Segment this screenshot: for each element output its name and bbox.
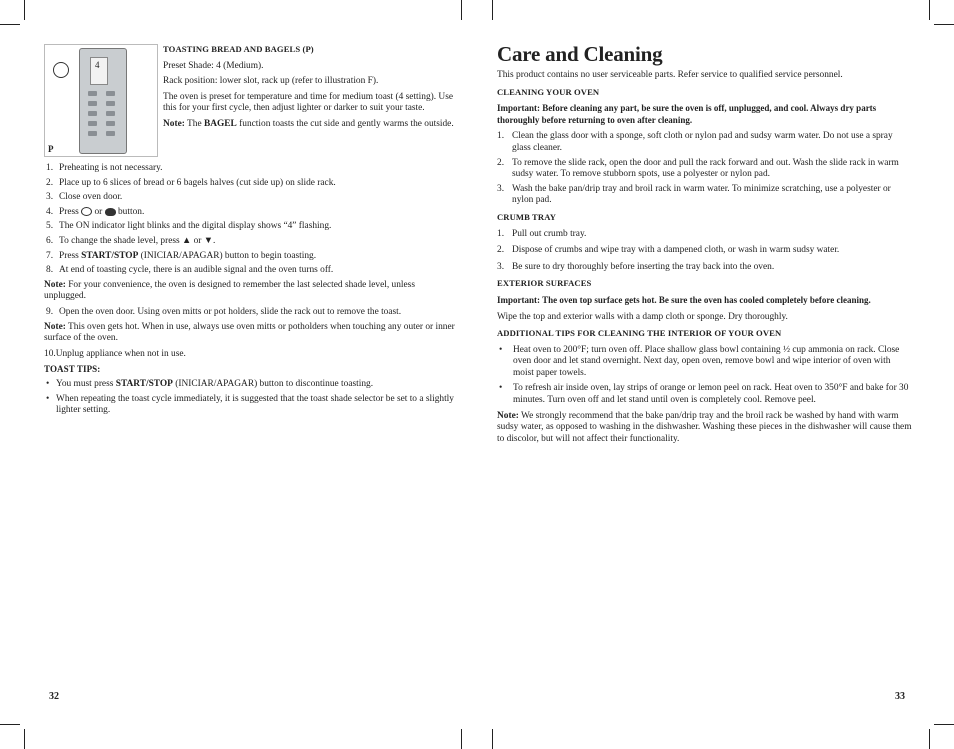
figure-label: P — [48, 144, 54, 154]
step-text: Preheating is not necessary. — [59, 163, 163, 173]
control-panel-illustration — [44, 44, 158, 157]
bagel-label: BAGEL — [203, 118, 237, 129]
step-text: Pull out crumb tray. — [512, 228, 587, 239]
note-text: function toasts the cut side and gently warms the outside. — [236, 118, 454, 129]
tip-item — [44, 394, 456, 417]
crop-mark — [929, 729, 930, 749]
note-label: Note: — [163, 118, 185, 129]
crop-mark — [461, 0, 462, 20]
tip-text-part: (INICIAR/APAGAR) button to discontinue toasting. — [172, 378, 374, 389]
step-number: 3. — [497, 261, 505, 272]
page-number-left: 32 — [49, 691, 59, 702]
cleaning-step — [497, 131, 913, 154]
bullet: • — [46, 393, 50, 404]
important-note: Important: Before cleaning any part, be sure the oven is off, unplugged, and cool. Always dry parts thoroughly before returning to oven after cleaning. — [497, 103, 877, 125]
bullet: • — [499, 344, 503, 355]
display-digit: 4 — [95, 60, 100, 70]
crop-mark — [24, 0, 25, 20]
step-text-part: Press — [59, 250, 82, 261]
crop-mark — [0, 24, 20, 25]
toast-button-highlight-icon — [53, 62, 69, 78]
step-text: Close oven door. — [59, 192, 123, 203]
tip-item — [44, 379, 456, 391]
bagel-icon — [105, 208, 116, 216]
panel-button — [106, 121, 115, 126]
crop-mark — [492, 0, 493, 20]
panel-button — [88, 131, 97, 136]
step-text — [59, 251, 456, 263]
step-item — [44, 207, 456, 219]
tip-text-part: You must press — [56, 378, 116, 389]
exterior-text: Wipe the top and exterior walls with a damp cloth or sponge. Dry thoroughly. — [497, 311, 788, 322]
tip-text — [56, 379, 456, 391]
exterior-heading: EXTERIOR SURFACES — [497, 278, 592, 289]
cleaning-step — [497, 184, 913, 207]
toast-tips-heading: TOAST TIPS: — [44, 364, 101, 375]
step-number: 1. — [497, 228, 505, 239]
step-number: 1. — [497, 131, 505, 142]
step-number: 8. — [46, 265, 54, 276]
step-item — [44, 192, 456, 204]
toasting-heading: TOASTING BREAD AND BAGELS (P) — [163, 44, 314, 54]
start-stop-label: START/STOP — [81, 250, 139, 261]
step-item — [44, 163, 456, 175]
crop-mark — [0, 724, 20, 725]
crop-mark — [929, 0, 930, 20]
crop-mark — [461, 729, 462, 749]
intro-text: This product contains no user serviceable parts. Refer service to qualified service personnel. — [497, 70, 843, 80]
digital-display — [90, 57, 108, 85]
tip-item — [497, 345, 913, 380]
hot-note — [44, 322, 456, 345]
step-item — [44, 251, 456, 263]
tip-text: Heat oven to 200°F; turn oven off. Place shallow glass bowl containing ½ cup ammonia on rack. Close oven door and let stand overnight. Next day, open oven, remove bowl and wipe interior of oven with moist paper towels. — [513, 344, 900, 378]
panel-button — [88, 101, 97, 106]
panel-button — [88, 91, 97, 96]
bagel-note — [163, 119, 455, 131]
note-text: We strongly recommend that the bake pan/drip tray and the broil rack be washed by hand with warm sudsy water, as opposed to washing in the dishwasher. Washing these pieces in the dishwasher will cause them to discolor, but will not affect their functionality. — [497, 410, 912, 444]
step-text: Wash the bake pan/drip tray and broil rack in warm water. To minimize scratching, use a polyester or nylon pad. — [512, 183, 891, 206]
step-text: To remove the slide rack, open the door and pull the rack forward and out. Wash the slide rack in warm sudsy water. To remove stubborn spots, use a polyester or nylon pad. — [512, 157, 899, 180]
tip-item — [497, 383, 913, 406]
panel-button — [88, 121, 97, 126]
cleaning-step — [497, 158, 913, 181]
crop-mark — [24, 729, 25, 749]
bullet: • — [499, 383, 503, 394]
important-note: Important: The oven top surface gets hot. Be sure the oven has cooled completely before cleaning. — [497, 294, 871, 305]
memory-note — [44, 280, 456, 303]
start-stop-label: START/STOP — [115, 378, 173, 389]
step-text: To change the shade level, press ▲ or ▼. — [59, 235, 216, 246]
step-item — [44, 178, 456, 190]
left-page-steps — [44, 163, 456, 421]
oven-control-panel — [79, 48, 127, 154]
page-title: Care and Cleaning — [497, 42, 663, 66]
step-text: Be sure to dry thoroughly before inserting the tray back into the oven. — [512, 261, 775, 272]
note-text: This oven gets hot. When in use, always use oven mitts or potholders when touching any outer or inner surface of the oven. — [44, 321, 455, 344]
care-and-cleaning-page — [497, 42, 913, 449]
step-item — [44, 265, 456, 277]
step-number: 3. — [46, 192, 54, 203]
step-text-part: Press — [59, 206, 82, 217]
panel-button — [106, 111, 115, 116]
step-number: 6. — [46, 235, 54, 246]
step-item — [44, 236, 456, 248]
step-item — [44, 307, 456, 319]
page-number-right: 33 — [895, 691, 905, 702]
step-text: Dispose of crumbs and wipe tray with a dampened cloth, or wash in warm sudsy water. — [512, 245, 840, 256]
panel-button — [106, 101, 115, 106]
step-number: 7. — [46, 250, 54, 261]
dishwasher-note — [497, 411, 913, 446]
step-text: At end of toasting cycle, there is an audible signal and the oven turns off. — [59, 265, 334, 276]
note-label: Note: — [44, 321, 66, 332]
step-number: 9. — [46, 306, 54, 317]
toast-icon — [81, 207, 92, 216]
step-number: 2. — [497, 157, 505, 168]
crumb-tray-heading: CRUMB TRAY — [497, 211, 557, 222]
step-text: Clean the glass door with a sponge, soft cloth or nylon pad and sudsy warm water. Do not use a spray glass cleaner. — [512, 131, 893, 153]
crumb-step — [497, 245, 913, 257]
toasting-body: The oven is preset for temperature and time for medium toast (4 setting). Use this for your first cycle, then adjust lighter or darker to suit your taste. — [163, 91, 454, 114]
tip-text: To refresh air inside oven, lay strips of orange or lemon peel on rack. Heat oven to 350°F and bake for 30 minutes. Turn oven off and let stand until oven is completely cool. Remove peel. — [513, 383, 909, 406]
step-text-part: (INICIAR/APAGAR) button to begin toasting. — [138, 250, 317, 261]
crop-mark — [934, 724, 954, 725]
panel-button — [106, 131, 115, 136]
additional-tips-heading: ADDITIONAL TIPS FOR CLEANING THE INTERIOR OF YOUR OVEN — [497, 328, 782, 339]
toasting-section — [163, 44, 455, 135]
note-label: Note: — [497, 410, 519, 421]
step-number: 4. — [46, 206, 54, 217]
panel-button — [106, 91, 115, 96]
step-number: 2. — [497, 245, 505, 256]
bullet: • — [46, 378, 50, 389]
step-text: Open the oven door. Using oven mitts or pot holders, slide the rack out to remove the toast. — [59, 306, 402, 317]
panel-button — [88, 111, 97, 116]
tip-text: When repeating the toast cycle immediately, it is suggested that the toast shade selector be set to a slightly lighter setting. — [56, 393, 454, 416]
step-number: 1. — [46, 163, 54, 173]
cleaning-heading: CLEANING YOUR OVEN — [497, 86, 600, 97]
step-text: The ON indicator light blinks and the digital display shows “4” flashing. — [59, 221, 332, 232]
step-text: Place up to 6 slices of bread or 6 bagels halves (cut side up) on slide rack. — [59, 177, 336, 188]
rack-position: Rack position: lower slot, rack up (refer to illustration F). — [163, 76, 379, 87]
crop-mark — [934, 24, 954, 25]
preset-shade: Preset Shade: 4 (Medium). — [163, 60, 264, 71]
step-item — [44, 221, 456, 233]
crumb-step — [497, 229, 913, 241]
note-text: For your convenience, the oven is designed to remember the last selected shade level, unless unplugged. — [44, 279, 415, 302]
step-text-part: or — [92, 206, 105, 217]
note-text: The — [184, 118, 204, 129]
step-text-part: button. — [115, 206, 145, 217]
step-10: 10.Unplug appliance when not in use. — [44, 348, 186, 359]
step-text — [59, 207, 456, 219]
crop-mark — [492, 729, 493, 749]
note-label: Note: — [44, 279, 66, 290]
step-number: 5. — [46, 221, 54, 232]
crumb-step — [497, 262, 913, 274]
step-number: 3. — [497, 183, 505, 194]
step-number: 2. — [46, 177, 54, 188]
